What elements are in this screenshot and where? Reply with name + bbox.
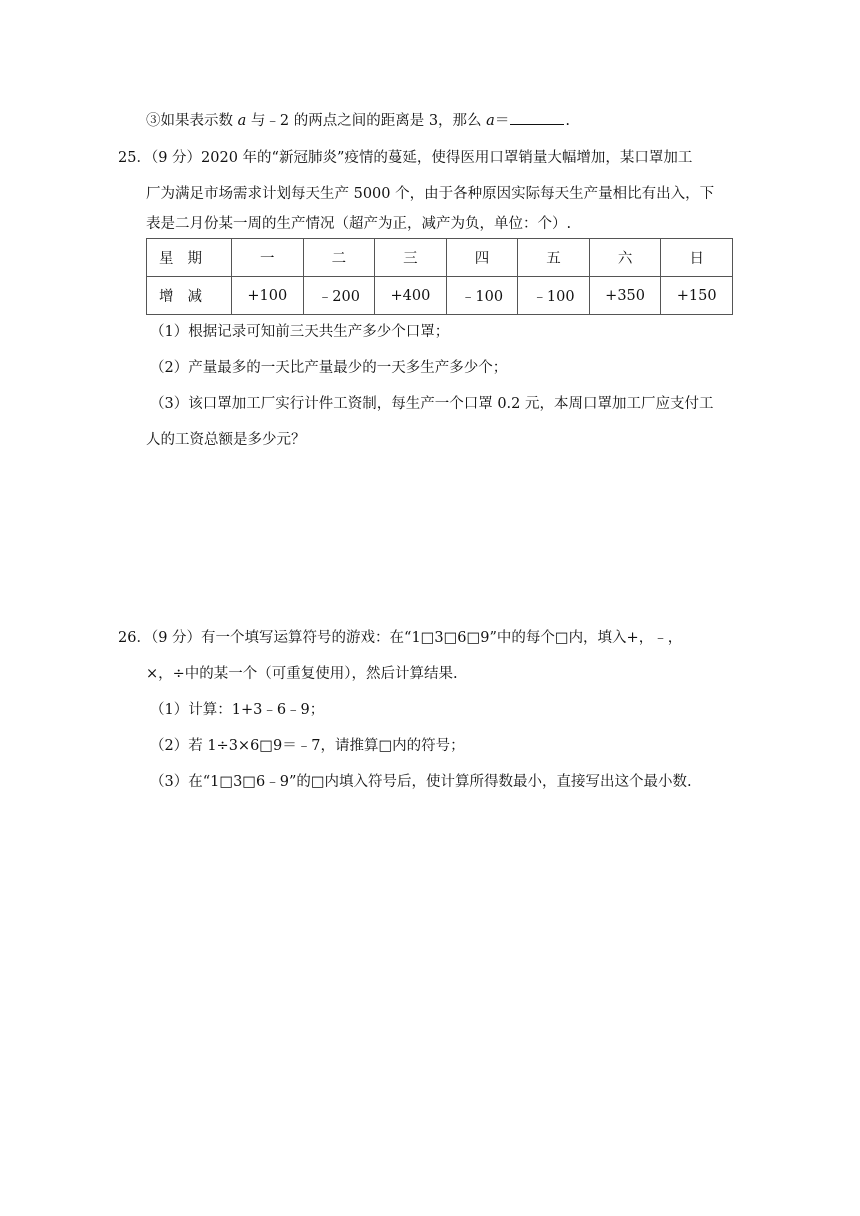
- q25-sub3-line1: （3）该口罩加工厂实行计件工资制，每生产一个口罩 0.2 元，本周口罩加工厂应支付工: [150, 396, 714, 412]
- q26-sub1: （1）计算：1+3﹣6﹣9；: [150, 702, 325, 718]
- q25-line1: （9 分）2020 年的“新冠肺炎”疫情的蔓延，使得医用口罩销量大幅增加，某口罩加工: [150, 150, 693, 166]
- production-table: [146, 238, 733, 315]
- day-cell: 五: [518, 239, 590, 277]
- row-header-change: 增减: [147, 277, 232, 315]
- q25-heading: [118, 148, 692, 168]
- day-cell: 日: [661, 239, 733, 277]
- q26-sub2: （2）若 1÷3×6□9＝﹣7，请推算□内的符号；: [150, 738, 465, 754]
- q26-sub3: （3）在“1□3□6﹣9”的□内填入符号后，使计算所得数最小，直接写出这个最小数.: [150, 774, 692, 790]
- day-cell: 二: [303, 239, 375, 277]
- change-cell: ﹣200: [303, 277, 375, 315]
- change-cell: +350: [589, 277, 661, 315]
- q24-part3-line: [146, 110, 570, 131]
- q25-line2: 厂为满足市场需求计划每天生产 5000 个，由于各种原因实际每天生产量相比有出入，下: [146, 186, 715, 202]
- change-cell: +100: [232, 277, 304, 315]
- change-cell: +400: [375, 277, 447, 315]
- day-cell: 三: [375, 239, 447, 277]
- answer-blank[interactable]: [510, 110, 564, 125]
- q24-text-before: 如果表示数: [160, 113, 238, 129]
- table-row-changes: [147, 277, 733, 315]
- q26-line1: （9 分）有一个填写运算符号的游戏：在“1□3□6□9”中的每个□内，填入+，﹣，: [150, 630, 683, 646]
- day-cell: 四: [446, 239, 518, 277]
- row-header-weekday: 星期: [147, 239, 232, 277]
- q25-sub2: （2）产量最多的一天比产量最少的一天多生产多少个；: [150, 360, 508, 376]
- variable-a-second: a: [486, 113, 495, 129]
- day-cell: 六: [589, 239, 661, 277]
- q25-line3: 表是二月份某一周的生产情况（超产为正，减产为负，单位：个）.: [146, 216, 572, 232]
- q26-number: 26．: [118, 630, 151, 646]
- change-cell: ﹣100: [518, 277, 590, 315]
- variable-a: a: [237, 113, 247, 129]
- q25-sub3-line2: 人的工资总额是多少元？: [146, 432, 306, 448]
- q24-text-mid: 与﹣2 的两点之间的距离是 3，那么: [246, 113, 487, 129]
- table-row-days: [147, 239, 733, 277]
- change-cell: ﹣100: [446, 277, 518, 315]
- q26-line2: ×，÷中的某一个（可重复使用），然后计算结果.: [146, 666, 458, 682]
- q26-heading: [118, 628, 682, 648]
- circled-3-marker: ③: [146, 113, 161, 129]
- q25-sub1: （1）根据记录可知前三天共生产多少个口罩；: [150, 324, 450, 340]
- q25-number: 25．: [118, 150, 151, 166]
- change-cell: +150: [661, 277, 733, 315]
- day-cell: 一: [232, 239, 304, 277]
- q24-period: .: [565, 113, 570, 129]
- q24-equals: ＝: [494, 113, 510, 129]
